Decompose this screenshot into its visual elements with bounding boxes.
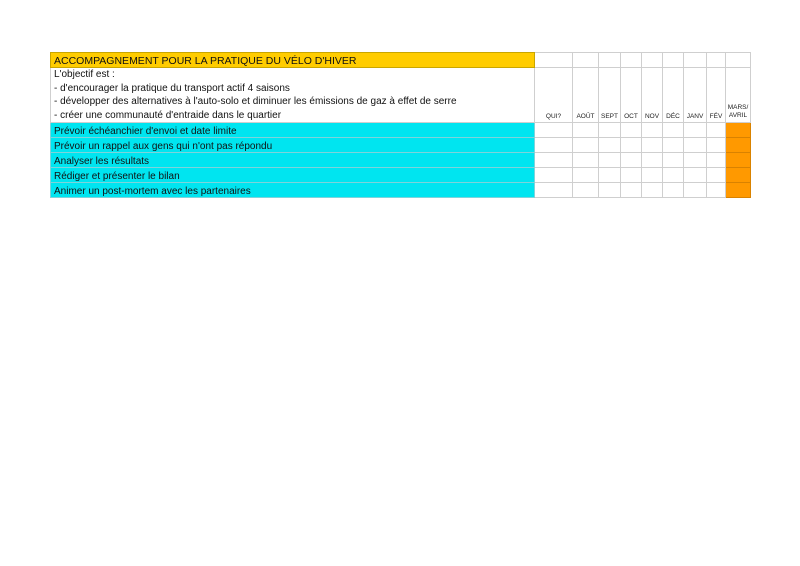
cell[interactable] bbox=[535, 168, 573, 183]
cell[interactable] bbox=[663, 123, 684, 138]
cell[interactable] bbox=[642, 183, 663, 198]
cell[interactable] bbox=[726, 53, 751, 68]
table-row bbox=[51, 153, 751, 168]
cell[interactable] bbox=[642, 138, 663, 153]
cell[interactable] bbox=[621, 138, 642, 153]
cell[interactable] bbox=[599, 153, 621, 168]
highlighted-month-cell[interactable] bbox=[726, 183, 751, 198]
column-header-fev[interactable]: FÉV bbox=[707, 68, 726, 123]
cell[interactable] bbox=[707, 153, 726, 168]
cell[interactable] bbox=[684, 153, 707, 168]
cell[interactable] bbox=[642, 168, 663, 183]
cell[interactable] bbox=[642, 53, 663, 68]
cell[interactable] bbox=[663, 153, 684, 168]
column-header-janv[interactable]: JANV bbox=[684, 68, 707, 123]
column-header-oct[interactable]: OCT bbox=[621, 68, 642, 123]
title-row bbox=[51, 53, 751, 68]
cell[interactable] bbox=[535, 138, 573, 153]
cell[interactable] bbox=[663, 138, 684, 153]
cell[interactable] bbox=[621, 153, 642, 168]
cell[interactable] bbox=[621, 168, 642, 183]
column-header-dec[interactable]: DÉC bbox=[663, 68, 684, 123]
cell[interactable] bbox=[573, 168, 599, 183]
task-cell[interactable]: Prévoir échéanchier d'envoi et date limite bbox=[51, 123, 535, 138]
cell[interactable] bbox=[707, 123, 726, 138]
cell[interactable] bbox=[707, 138, 726, 153]
column-header-aout[interactable]: AOÛT bbox=[573, 68, 599, 123]
cell[interactable] bbox=[707, 53, 726, 68]
cell[interactable] bbox=[621, 53, 642, 68]
table-row bbox=[51, 168, 751, 183]
highlighted-month-cell[interactable] bbox=[726, 123, 751, 138]
cell[interactable] bbox=[707, 183, 726, 198]
cell[interactable] bbox=[621, 183, 642, 198]
cell[interactable] bbox=[642, 123, 663, 138]
column-header-qui[interactable]: QUI? bbox=[535, 68, 573, 123]
table-row bbox=[51, 138, 751, 153]
cell[interactable] bbox=[684, 138, 707, 153]
cell[interactable] bbox=[535, 53, 573, 68]
cell[interactable] bbox=[621, 123, 642, 138]
cell[interactable] bbox=[535, 153, 573, 168]
highlighted-month-cell[interactable] bbox=[726, 153, 751, 168]
cell[interactable] bbox=[573, 123, 599, 138]
highlighted-month-cell[interactable] bbox=[726, 168, 751, 183]
cell[interactable] bbox=[599, 183, 621, 198]
cell[interactable] bbox=[642, 153, 663, 168]
objective-line: L'objectif est : bbox=[54, 69, 115, 80]
objective-cell[interactable] bbox=[51, 68, 535, 123]
cell[interactable] bbox=[573, 53, 599, 68]
cell[interactable] bbox=[599, 53, 621, 68]
cell[interactable] bbox=[684, 168, 707, 183]
cell[interactable] bbox=[599, 168, 621, 183]
objective-line: - d'encourager la pratique du transport actif 4 saisons bbox=[54, 82, 290, 94]
cell[interactable] bbox=[573, 138, 599, 153]
column-header-sept[interactable]: SEPT bbox=[599, 68, 621, 123]
cell[interactable] bbox=[684, 53, 707, 68]
cell[interactable] bbox=[599, 138, 621, 153]
task-cell[interactable]: Prévoir un rappel aux gens qui n'ont pas répondu bbox=[51, 138, 535, 153]
cell[interactable] bbox=[684, 123, 707, 138]
column-header-mars-avril[interactable]: MARS/ AVRIL bbox=[726, 68, 751, 123]
cell[interactable] bbox=[707, 168, 726, 183]
objective-row bbox=[51, 68, 751, 123]
table-row bbox=[51, 123, 751, 138]
task-cell[interactable]: Rédiger et présenter le bilan bbox=[51, 168, 535, 183]
objective-line: - créer une communauté d'entraide dans le quartier bbox=[54, 109, 282, 121]
task-cell[interactable]: Animer un post-mortem avec les partenaires bbox=[51, 183, 535, 198]
cell[interactable] bbox=[599, 123, 621, 138]
cell[interactable] bbox=[663, 168, 684, 183]
table-row bbox=[51, 183, 751, 198]
column-header-nov[interactable]: NOV bbox=[642, 68, 663, 123]
cell[interactable] bbox=[573, 153, 599, 168]
task-cell[interactable]: Analyser les résultats bbox=[51, 153, 535, 168]
objective-line: - développer des alternatives à l'auto-solo et diminuer les émissions de gaz à effet de serre bbox=[54, 96, 457, 107]
cell[interactable] bbox=[535, 123, 573, 138]
cell[interactable] bbox=[535, 183, 573, 198]
cell[interactable] bbox=[573, 183, 599, 198]
cell[interactable] bbox=[684, 183, 707, 198]
cell[interactable] bbox=[663, 183, 684, 198]
planning-table bbox=[50, 52, 751, 198]
highlighted-month-cell[interactable] bbox=[726, 138, 751, 153]
sheet-title[interactable]: ACCOMPAGNEMENT POUR LA PRATIQUE DU VÉLO D'HIVER bbox=[51, 53, 535, 68]
cell[interactable] bbox=[663, 53, 684, 68]
